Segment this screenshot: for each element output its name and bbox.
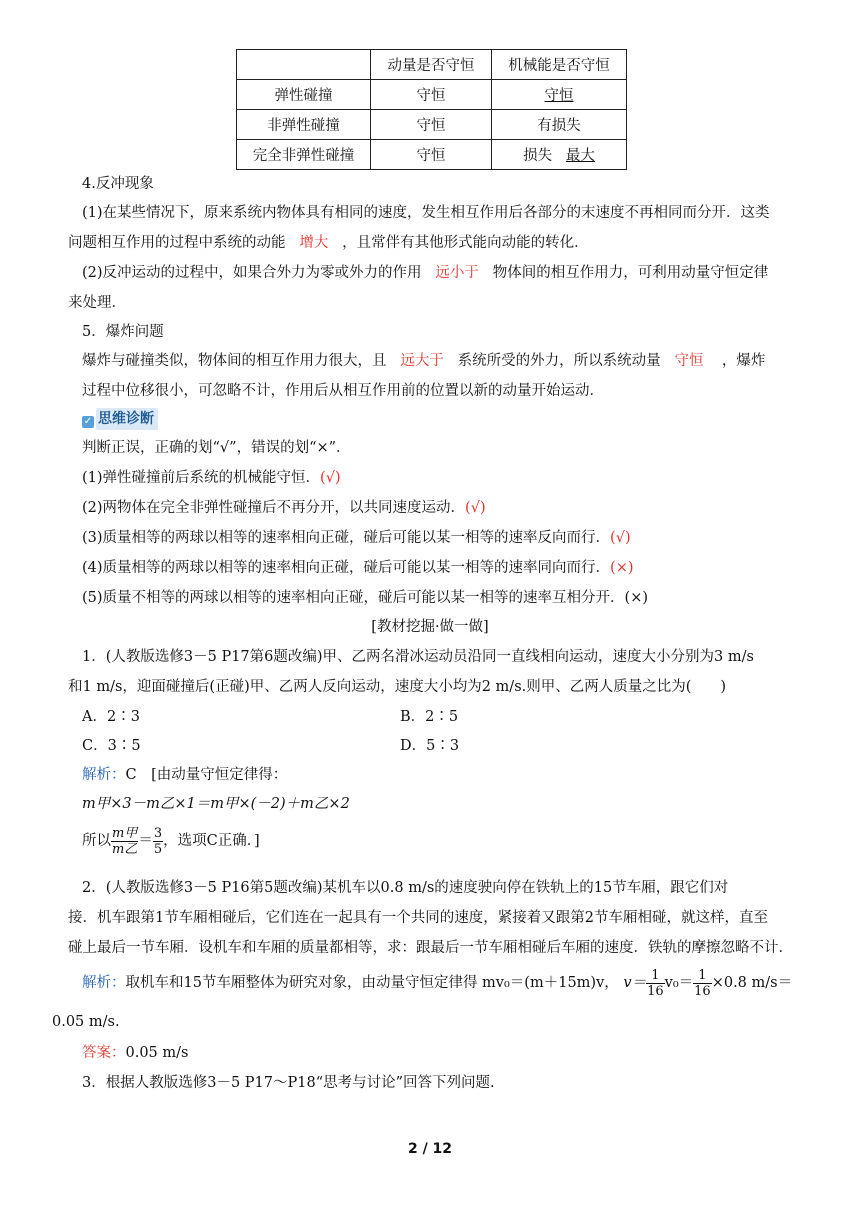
page-number: 2 / 12 — [407, 1141, 453, 1157]
fraction-denominator: 16 — [694, 983, 711, 999]
section-title: 5．爆炸问题 — [82, 324, 164, 340]
paragraph-line: 判断正误，正确的划“√”，错误的划“×”． — [82, 440, 351, 456]
table-header-row — [237, 50, 627, 80]
fraction-denominator: m乙 — [112, 841, 138, 857]
table-cell: 有损失 — [492, 110, 627, 140]
answer-line — [82, 1042, 800, 1064]
table-header-cell — [237, 50, 371, 80]
answer-mark: (×) — [610, 560, 634, 576]
table-header-cell: 动量是否守恒 — [371, 50, 492, 80]
text-span: ×0.8 m/s＝ — [711, 975, 793, 991]
option-a: A．2∶3 — [82, 709, 140, 725]
question-line: 接．机车跟第1节车厢相碰后，它们连在一起具有一个共同的速度，紧接着又跟第2节车厢相碰，就这样，直至 — [68, 910, 768, 926]
solution-line: 0.05 m/s. — [52, 1014, 120, 1030]
paragraph-line — [82, 262, 800, 284]
option-b: B．2∶5 — [400, 709, 459, 725]
solution-label: 解析： — [82, 975, 126, 991]
section-title: 4.反冲现象 — [82, 176, 154, 192]
text-span: ，选项C正确．] — [163, 833, 260, 849]
text-span: 系统所受的外力，所以系统动量 — [457, 353, 661, 369]
text-span: ，且常伴有其他形式能向动能的转化． — [342, 235, 589, 251]
text-span: 0.05 m/s — [125, 1045, 189, 1061]
table-cell: 守恒 — [371, 80, 492, 110]
question-line: 2．(人教版选修3－5 P16第5题改编)某机车以0.8 m/s的速度驶向停在铁轨上的15节车厢，跟它们对 — [82, 880, 729, 896]
option-c: C．3∶5 — [82, 738, 141, 754]
fraction — [693, 968, 712, 999]
table-cell: 非弹性碰撞 — [237, 110, 371, 140]
text-span: (2)反冲运动的过程中，如果合外力为零或外力的作用 — [82, 265, 422, 281]
question-line: 3．根据人教版选修3－5 P17～P18“思考与讨论”回答下列问题. — [82, 1075, 495, 1091]
text-span: 取机车和15节车厢整体为研究对象，由动量守恒定律得 mv₀＝(m＋15m)v， — [125, 975, 619, 991]
text-span: C [由动量守恒定律得： — [125, 767, 288, 783]
text-span: 所以 — [82, 833, 111, 849]
text-span: v₀＝ — [664, 975, 694, 991]
list-item — [82, 587, 800, 609]
question-line: 和1 m/s，迎面碰撞后(正碰)甲、乙两人反向运动，速度大小均为2 m/s.则甲、乙两人质量之比为( ) — [68, 679, 727, 695]
solution-label: 解析： — [82, 767, 126, 783]
table-cell: 完全非弹性碰撞 — [237, 140, 371, 170]
fill-blank: 远大于 — [400, 353, 444, 369]
fill-blank: 增大 — [299, 235, 329, 251]
fraction-numerator: 1 — [646, 968, 665, 984]
list-item — [82, 527, 800, 549]
text-span: 爆炸与碰撞类似，物体间的相互作用力很大，且 — [82, 353, 387, 369]
answer-mark: (×) — [624, 590, 649, 606]
answer-mark: (√) — [610, 530, 631, 546]
paragraph-line: 过程中位移很小，可忽略不计，作用后从相互作用前的位置以新的动量开始运动． — [82, 383, 604, 399]
section-heading: [教材挖掘·做一做] — [371, 619, 489, 635]
text-span: ，爆炸 — [721, 353, 766, 369]
fill-blank: 守恒 — [544, 88, 574, 104]
solution-line — [82, 966, 800, 1000]
paragraph-line: 来处理． — [68, 295, 126, 311]
text-span: ＝ — [138, 833, 153, 849]
item-text: (2)两物体在完全非弹性碰撞后不再分开，以共同速度运动． — [82, 500, 466, 516]
table-cell: 守恒 — [371, 140, 492, 170]
collision-table — [236, 49, 627, 170]
list-item — [82, 497, 800, 519]
fraction-line — [82, 824, 800, 858]
paragraph-line: (1)在某些情况下，原来系统内物体具有相同的速度，发生相互作用后各部分的末速度不再相同而分开．这类 — [82, 205, 770, 221]
fraction-numerator: 1 — [693, 968, 712, 984]
paragraph-line — [82, 350, 800, 372]
item-text: (5)质量不相等的两球以相等的速率相向正碰，碰后可能以某一相等的速率互相分开． — [82, 590, 625, 606]
diagnosis-tag: 思维诊断 — [96, 408, 158, 430]
fraction-denominator: 5 — [153, 841, 163, 857]
text-span: 问题相互作用的过程中系统的动能 — [68, 235, 286, 251]
question-line: 碰上最后一节车厢．设机车和车厢的质量都相等，求：跟最后一节车厢相碰后车厢的速度．铁轨的摩擦忽略不计． — [68, 940, 793, 956]
table-cell: 弹性碰撞 — [237, 80, 371, 110]
item-text: (1)弹性碰撞前后系统的机械能守恒． — [82, 470, 321, 486]
answer-mark: (√) — [465, 500, 486, 516]
equation-line: m甲×3－m乙×1＝m甲×(－2)＋m乙×2 — [82, 796, 350, 812]
fraction — [111, 826, 138, 857]
question-line: 1．(人教版选修3－5 P17第6题改编)甲、乙两名滑冰运动员沿同一直线相向运动，速度大小分别为3 m/s — [82, 649, 754, 665]
paragraph-line — [68, 232, 800, 254]
fraction — [153, 826, 163, 857]
check-icon: ✓ — [83, 416, 93, 427]
item-text: (4)质量相等的两球以相等的速率相向正碰，碰后可能以某一相等的速率同向而行． — [82, 560, 611, 576]
list-item — [82, 557, 800, 579]
fill-blank: 远小于 — [435, 265, 479, 281]
text-span: 物体间的相互作用力，可利用动量守恒定律 — [492, 265, 769, 281]
table-cell — [492, 140, 627, 170]
fraction-denominator: 16 — [647, 983, 664, 999]
table-cell: 守恒 — [371, 110, 492, 140]
list-item — [82, 467, 800, 489]
diagnosis-heading — [82, 408, 800, 430]
answer-label: 答案： — [82, 1045, 126, 1061]
solution-line — [82, 764, 800, 786]
fraction-numerator: 3 — [153, 825, 163, 841]
fraction — [646, 968, 665, 999]
fill-blank: 守恒 — [674, 353, 704, 369]
fill-blank: 最大 — [565, 148, 595, 164]
answer-mark: (√) — [320, 470, 341, 486]
fraction-numerator: m甲 — [112, 825, 138, 841]
table-cell — [492, 80, 627, 110]
item-text: (3)质量相等的两球以相等的速率相向正碰，碰后可能以某一相等的速率反向而行． — [82, 530, 611, 546]
table-row — [237, 140, 627, 170]
table-row — [237, 80, 627, 110]
option-d: D．5∶3 — [400, 738, 460, 754]
table-cell-text: 损失 — [523, 148, 553, 164]
text-span: v＝ — [623, 975, 647, 991]
table-row — [237, 110, 627, 140]
table-header-cell: 机械能是否守恒 — [492, 50, 627, 80]
